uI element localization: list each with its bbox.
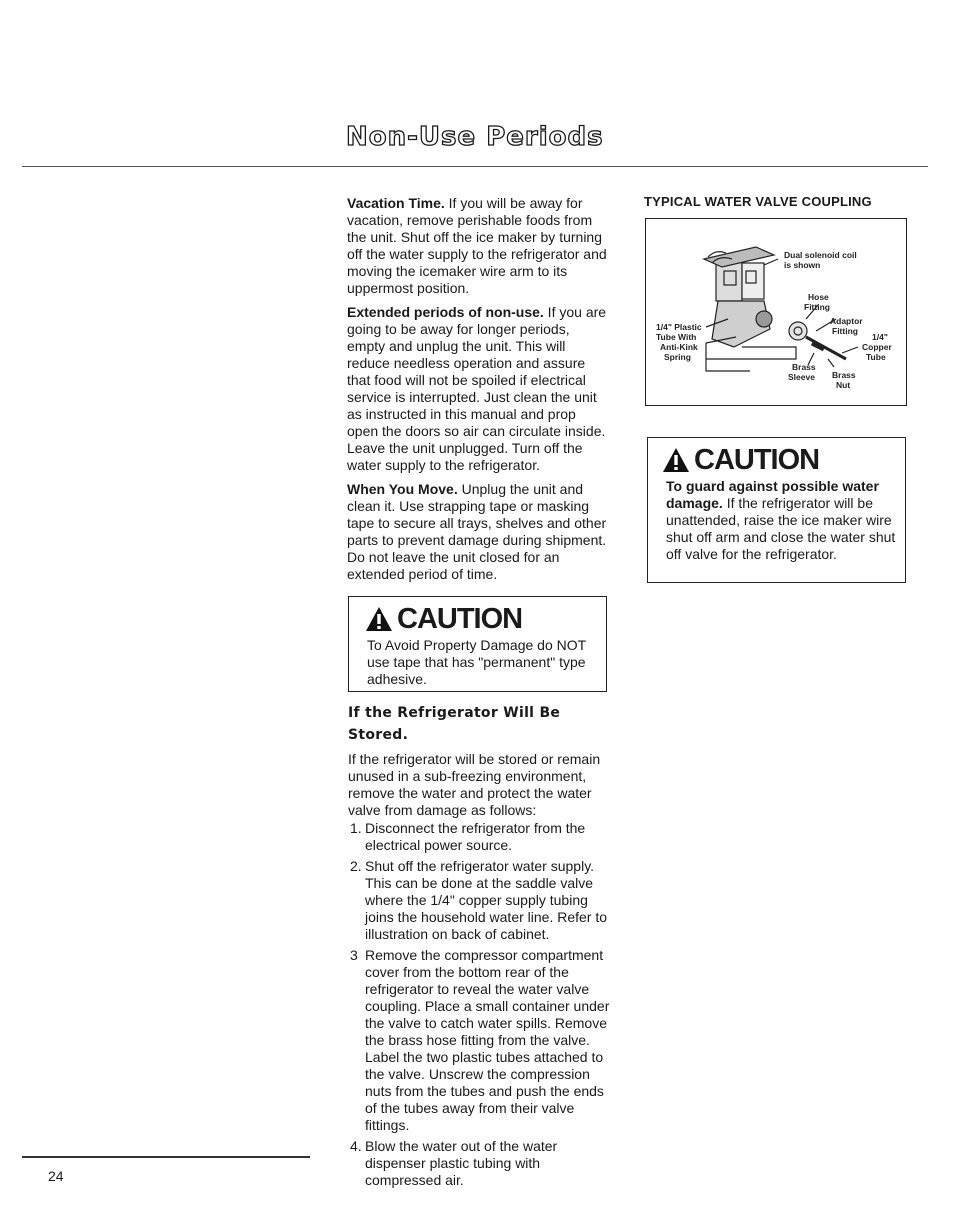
label-nut-2: Nut xyxy=(836,380,851,390)
label-adaptor-1: Adaptor xyxy=(830,316,863,326)
footer-divider xyxy=(22,1156,310,1158)
vacation-text: If you will be away for vacation, remove perishable foods from the unit. Shut off the ice maker by turning off the water supply to the refrigerator and moving the icemaker wire arm to its uppermost position. xyxy=(347,195,607,296)
label-nut-1: Brass xyxy=(832,370,856,380)
label-adaptor-2: Fitting xyxy=(832,326,858,336)
extended-text: If you are going to be away for longer periods, empty and unplug the unit. This will reduce needless operation and assure that food will not be spoiled if electrical service is interrupted. Just clean the unit as instructed in this manual and prop open the doors so air can circulate inside. Leave the unit unplugged. Turn off the water supply to the refrigerator. xyxy=(347,304,607,473)
label-hose-2: Fitting xyxy=(804,302,830,312)
caution-body: If the refrigerator will be unattended, raise the ice maker wire shut off arm and close the water shut off valve for the refrigerator. xyxy=(666,495,896,562)
water-valve-figure xyxy=(645,218,907,406)
step-item xyxy=(348,858,610,943)
step-number: 2. xyxy=(350,858,362,874)
label-hose-1: Hose xyxy=(808,292,829,302)
caution-lead: To guard against possible water damage. xyxy=(666,478,879,511)
step-item xyxy=(348,947,610,1134)
move-lead: When You Move. xyxy=(347,481,458,497)
step-number: 4. xyxy=(350,1138,362,1154)
move-paragraph xyxy=(347,481,609,583)
label-copper-2: Copper xyxy=(862,342,892,352)
caution-text: To Avoid Property Damage do NOT use tape that has "permanent" type adhesive. xyxy=(367,637,586,687)
left-column xyxy=(347,195,609,590)
step-text: Blow the water out of the water dispenser plastic tubing with compressed air. xyxy=(365,1138,558,1188)
label-plastic-2: Tube With xyxy=(656,332,697,342)
stored-section xyxy=(348,751,610,1193)
step-text: Remove the compressor compartment cover from the bottom rear of the refrigerator to reveal the water valve coupling. Place a small container under the valve to catch water spills. Remove the brass hose fitting from the valve. Label the two plastic tubes attached to the valve. Unscrew the compression nuts from the tubes and push the ends of the tubes away from their valve fittings. xyxy=(365,947,610,1133)
extended-paragraph xyxy=(347,304,609,474)
label-copper-3: Tube xyxy=(866,352,886,362)
label-dual-solenoid-2: is shown xyxy=(784,260,821,270)
label-plastic-3: Anti-Kink xyxy=(660,342,698,352)
label-plastic-1: 1/4" Plastic xyxy=(656,322,702,332)
page-title: Non-Use Periods xyxy=(346,122,604,152)
vacation-paragraph xyxy=(347,195,609,297)
caution-heading xyxy=(662,444,819,476)
page-number: 24 xyxy=(48,1168,64,1184)
step-item xyxy=(348,1138,610,1189)
label-copper-1: 1/4" xyxy=(872,332,888,342)
label-sleeve-1: Brass xyxy=(792,362,816,372)
move-text: Unplug the unit and clean it. Use strapping tape or masking tape to secure all trays, shelves and other parts to prevent damage during shipment. Do not leave the unit closed for an extended period of time. xyxy=(347,481,607,582)
title-divider xyxy=(22,166,928,167)
storage-steps xyxy=(348,820,610,1189)
step-number: 1. xyxy=(350,820,362,836)
step-text: Disconnect the refrigerator from the electrical power source. xyxy=(365,820,586,853)
label-sleeve-2: Sleeve xyxy=(788,372,815,382)
caution-label: CAUTION xyxy=(397,603,523,635)
vacation-lead: Vacation Time. xyxy=(347,195,445,211)
stored-intro: If the refrigerator will be stored or remain unused in a sub-freezing environment, remove the water and protect the water valve from damage as follows: xyxy=(348,751,601,818)
step-number: 3 xyxy=(350,947,358,963)
caution-box-tape xyxy=(348,596,607,692)
figure-title: TYPICAL WATER VALVE COUPLING xyxy=(644,194,872,209)
caution-box-water xyxy=(647,437,906,583)
caution-label: CAUTION xyxy=(694,444,820,476)
caution-text xyxy=(666,478,902,563)
label-dual-solenoid-1: Dual solenoid coil xyxy=(784,250,857,260)
extended-lead: Extended periods of non-use. xyxy=(347,304,544,320)
step-text: Shut off the refrigerator water supply. This can be done at the saddle valve where the 1/4" copper supply tubing joins the household water line. Refer to illustration on back of cabinet. xyxy=(365,858,608,942)
caution-heading xyxy=(365,603,522,635)
warning-icon xyxy=(365,606,393,632)
label-plastic-4: Spring xyxy=(664,352,691,362)
step-item xyxy=(348,820,610,854)
warning-icon xyxy=(662,447,690,473)
water-valve-illustration xyxy=(646,219,906,405)
stored-heading: If the Refrigerator Will Be Stored. xyxy=(348,705,561,743)
